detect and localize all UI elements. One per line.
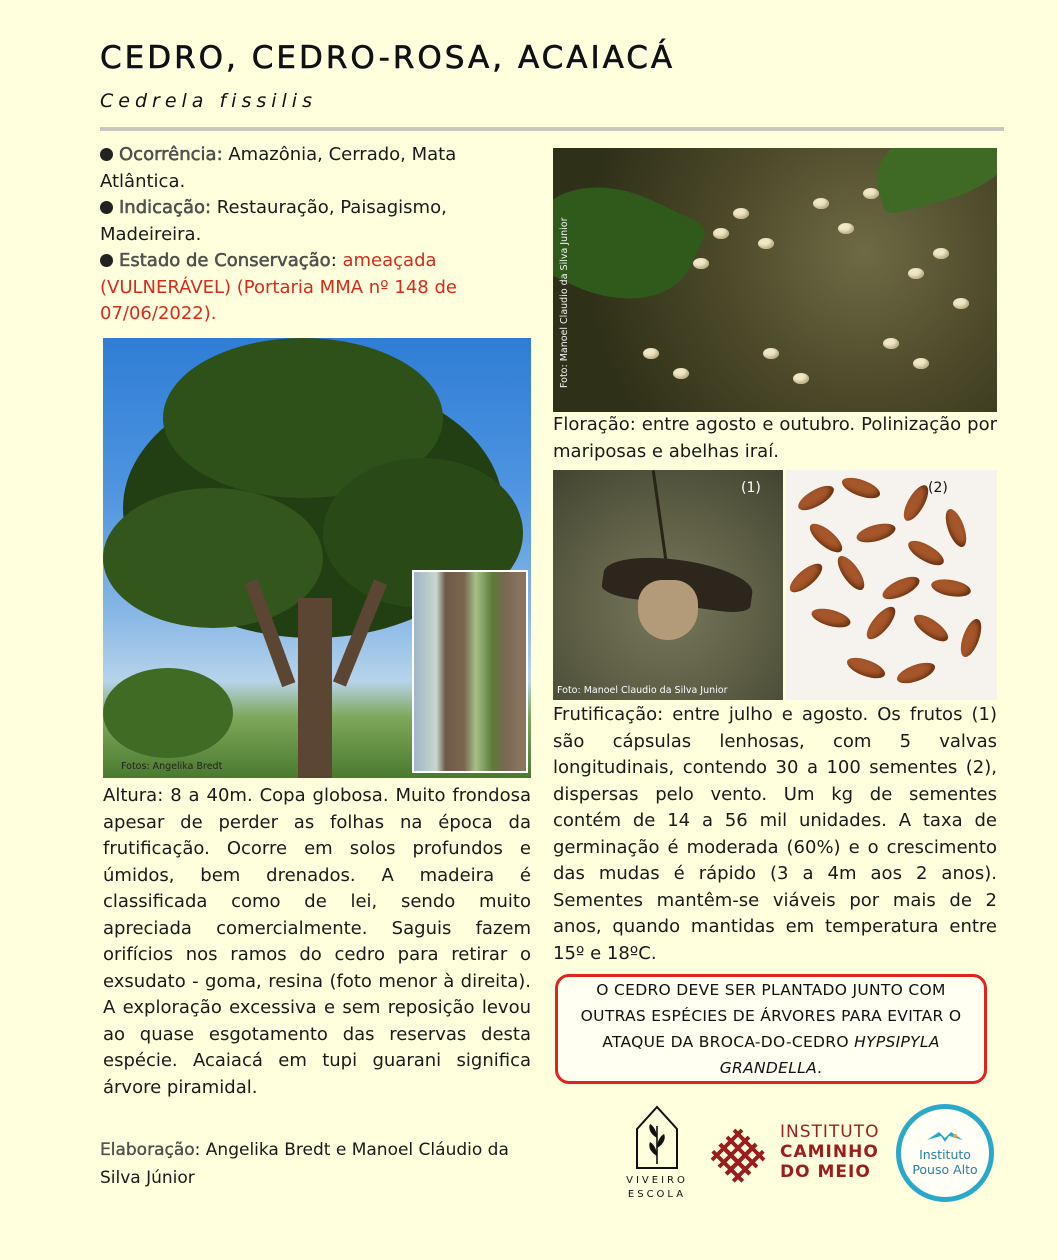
flower-photo (553, 148, 997, 412)
flowering-caption: Floração: entre agosto e outubro. Polinização por mariposas e abelhas iraí. (553, 414, 997, 462)
seed (942, 506, 971, 549)
note-text: O CEDRO DEVE SER PLANTADO JUNTO COM OUTRAS ESPÉCIES DE ÁRVORES PARA EVITAR O ATAQUE DA BROCA-DO-CEDRO (580, 981, 962, 1051)
flower-bud (953, 298, 969, 309)
seed (879, 572, 922, 603)
canopy-shape (103, 488, 323, 628)
conservation-colon: : (330, 250, 343, 271)
planting-note-text (574, 977, 968, 1081)
indication-label: Indicação: (119, 197, 212, 218)
note-pest-name: HYPSIPYLA GRANDELLA (719, 1033, 940, 1077)
seed (905, 536, 948, 570)
flower-bud (758, 238, 774, 249)
seed (855, 520, 898, 546)
flower-bud (673, 368, 689, 379)
seed (810, 605, 853, 631)
seed-tag: (2) (928, 480, 948, 496)
bullet-icon (100, 201, 113, 214)
credits-value: : Angelika Bredt e Manoel Cláudio da Silva Júnior (100, 1140, 509, 1188)
tree-photo-credit: Fotos: Angelika Bredt (121, 761, 223, 772)
occurrence-label: Ocorrência: (119, 144, 223, 165)
flower-bud (813, 198, 829, 209)
bullet-icon (100, 254, 113, 267)
scientific-name: Cedrela fissilis (100, 90, 317, 112)
fruit-capsule (638, 580, 698, 640)
viveiro-line2: ESCOLA (627, 1189, 687, 1200)
species-description: Altura: 8 a 40m. Copa globosa. Muito frondosa apesar de perder as folhas na época da frutificação. Ocorre em solos profundos e úmidos, bem drenados. A madeira é classificada como de lei, sendo muito apreciada comercialmente. Saguis fazem orifícios nos ramos do cedro para retirar o exsudato - goma, resina (foto menor à direita). A exploração excessiva e sem reposição levou ao quase esgotamento das reservas desta espécie. Acaiacá em tupi guarani significa árvore piramidal. (103, 785, 531, 1098)
instituto-line3: DO MEIO (780, 1162, 871, 1182)
tree-photo (103, 338, 531, 778)
flower-bud (643, 348, 659, 359)
page-title: CEDRO, CEDRO-ROSA, ACAIACÁ (100, 40, 676, 76)
info-occurrence (100, 142, 490, 195)
seed (930, 577, 972, 600)
flower-bud (713, 228, 729, 239)
leaf-shape (553, 159, 709, 326)
conservation-label: Estado de Conservação (119, 250, 331, 271)
pouso-line1: Instituto (919, 1146, 971, 1162)
flower-bud (908, 268, 924, 279)
flower-bud (913, 358, 929, 369)
leaf-shape (865, 148, 997, 216)
seed (795, 481, 838, 515)
info-conservation (100, 248, 490, 328)
seed (786, 559, 826, 597)
instituto-text (780, 1122, 880, 1182)
plant-house-icon (632, 1104, 682, 1170)
indication-value: Restauração, Paisagismo, Madeireira. (100, 197, 447, 245)
flower-bud (933, 248, 949, 259)
seed (894, 659, 937, 688)
credits-label: Elaboração (100, 1140, 195, 1160)
bird-icon (925, 1130, 965, 1144)
flower-bud (838, 223, 854, 234)
fruiting-caption: Frutificação: entre julho e agosto. Os frutos (1) são cápsulas lenhosas, com 5 valvas longitudinais, contendo 30 a 100 sementes (2), dispersas pelo vento. Um kg de sementes contém de 14 a 56 mil unidades. A taxa de germinação é moderada (60%) e o crescimento das mudas é rápido (3 a 4m aos 2 anos). Sementes mantêm-se viáveis por mais de 2 anos, quando mantidas em temperatura entre 15º e 18ºC. (553, 704, 997, 964)
seed (833, 552, 869, 594)
bullet-icon (100, 148, 113, 161)
fruit-photo-credit: Foto: Manoel Claudio da Silva Junior (557, 685, 728, 696)
seed (862, 603, 900, 644)
viveiro-escola-logo (625, 1104, 689, 1204)
fruit-stem (652, 470, 667, 560)
planting-note (555, 974, 987, 1084)
info-indication (100, 195, 490, 248)
header-divider (100, 127, 1004, 131)
pouso-line2: Pouso Alto (912, 1161, 978, 1177)
seed (910, 610, 952, 646)
viveiro-line1: VIVEIRO (626, 1175, 688, 1186)
instituto-pouso-alto-logo (896, 1104, 994, 1202)
trunk-shape (298, 598, 332, 778)
flower-bud (793, 373, 809, 384)
seed (839, 474, 882, 503)
credits (100, 1136, 520, 1192)
species-info (100, 142, 490, 328)
seeds-photo (786, 470, 997, 700)
bush-shape (103, 668, 233, 758)
conservation-value: ameaçada (VULNERÁVEL) (Portaria MMA nº 148 de 07/06/2022). (100, 250, 457, 324)
instituto-caminho-do-meio-logo (708, 1118, 878, 1198)
flower-bud (693, 258, 709, 269)
fruit-tag: (1) (741, 480, 761, 496)
note-end: . (817, 1059, 823, 1077)
flower-bud (733, 208, 749, 219)
flower-bud (883, 338, 899, 349)
flower-photo-credit: Foto: Manoel Claudio da Silva Junior (559, 217, 570, 388)
flower-bud (863, 188, 879, 199)
instituto-line1: INSTITUTO (780, 1122, 880, 1142)
fruit-photo (553, 470, 783, 700)
instituto-line2: CAMINHO (780, 1142, 879, 1162)
occurrence-value: Amazônia, Cerrado, Mata Atlântica. (100, 144, 457, 192)
endless-knot-icon (708, 1126, 768, 1186)
trunk-detail-photo (412, 570, 528, 773)
seed (844, 654, 887, 683)
seed (957, 616, 986, 659)
flower-bud (763, 348, 779, 359)
seed (806, 519, 847, 557)
